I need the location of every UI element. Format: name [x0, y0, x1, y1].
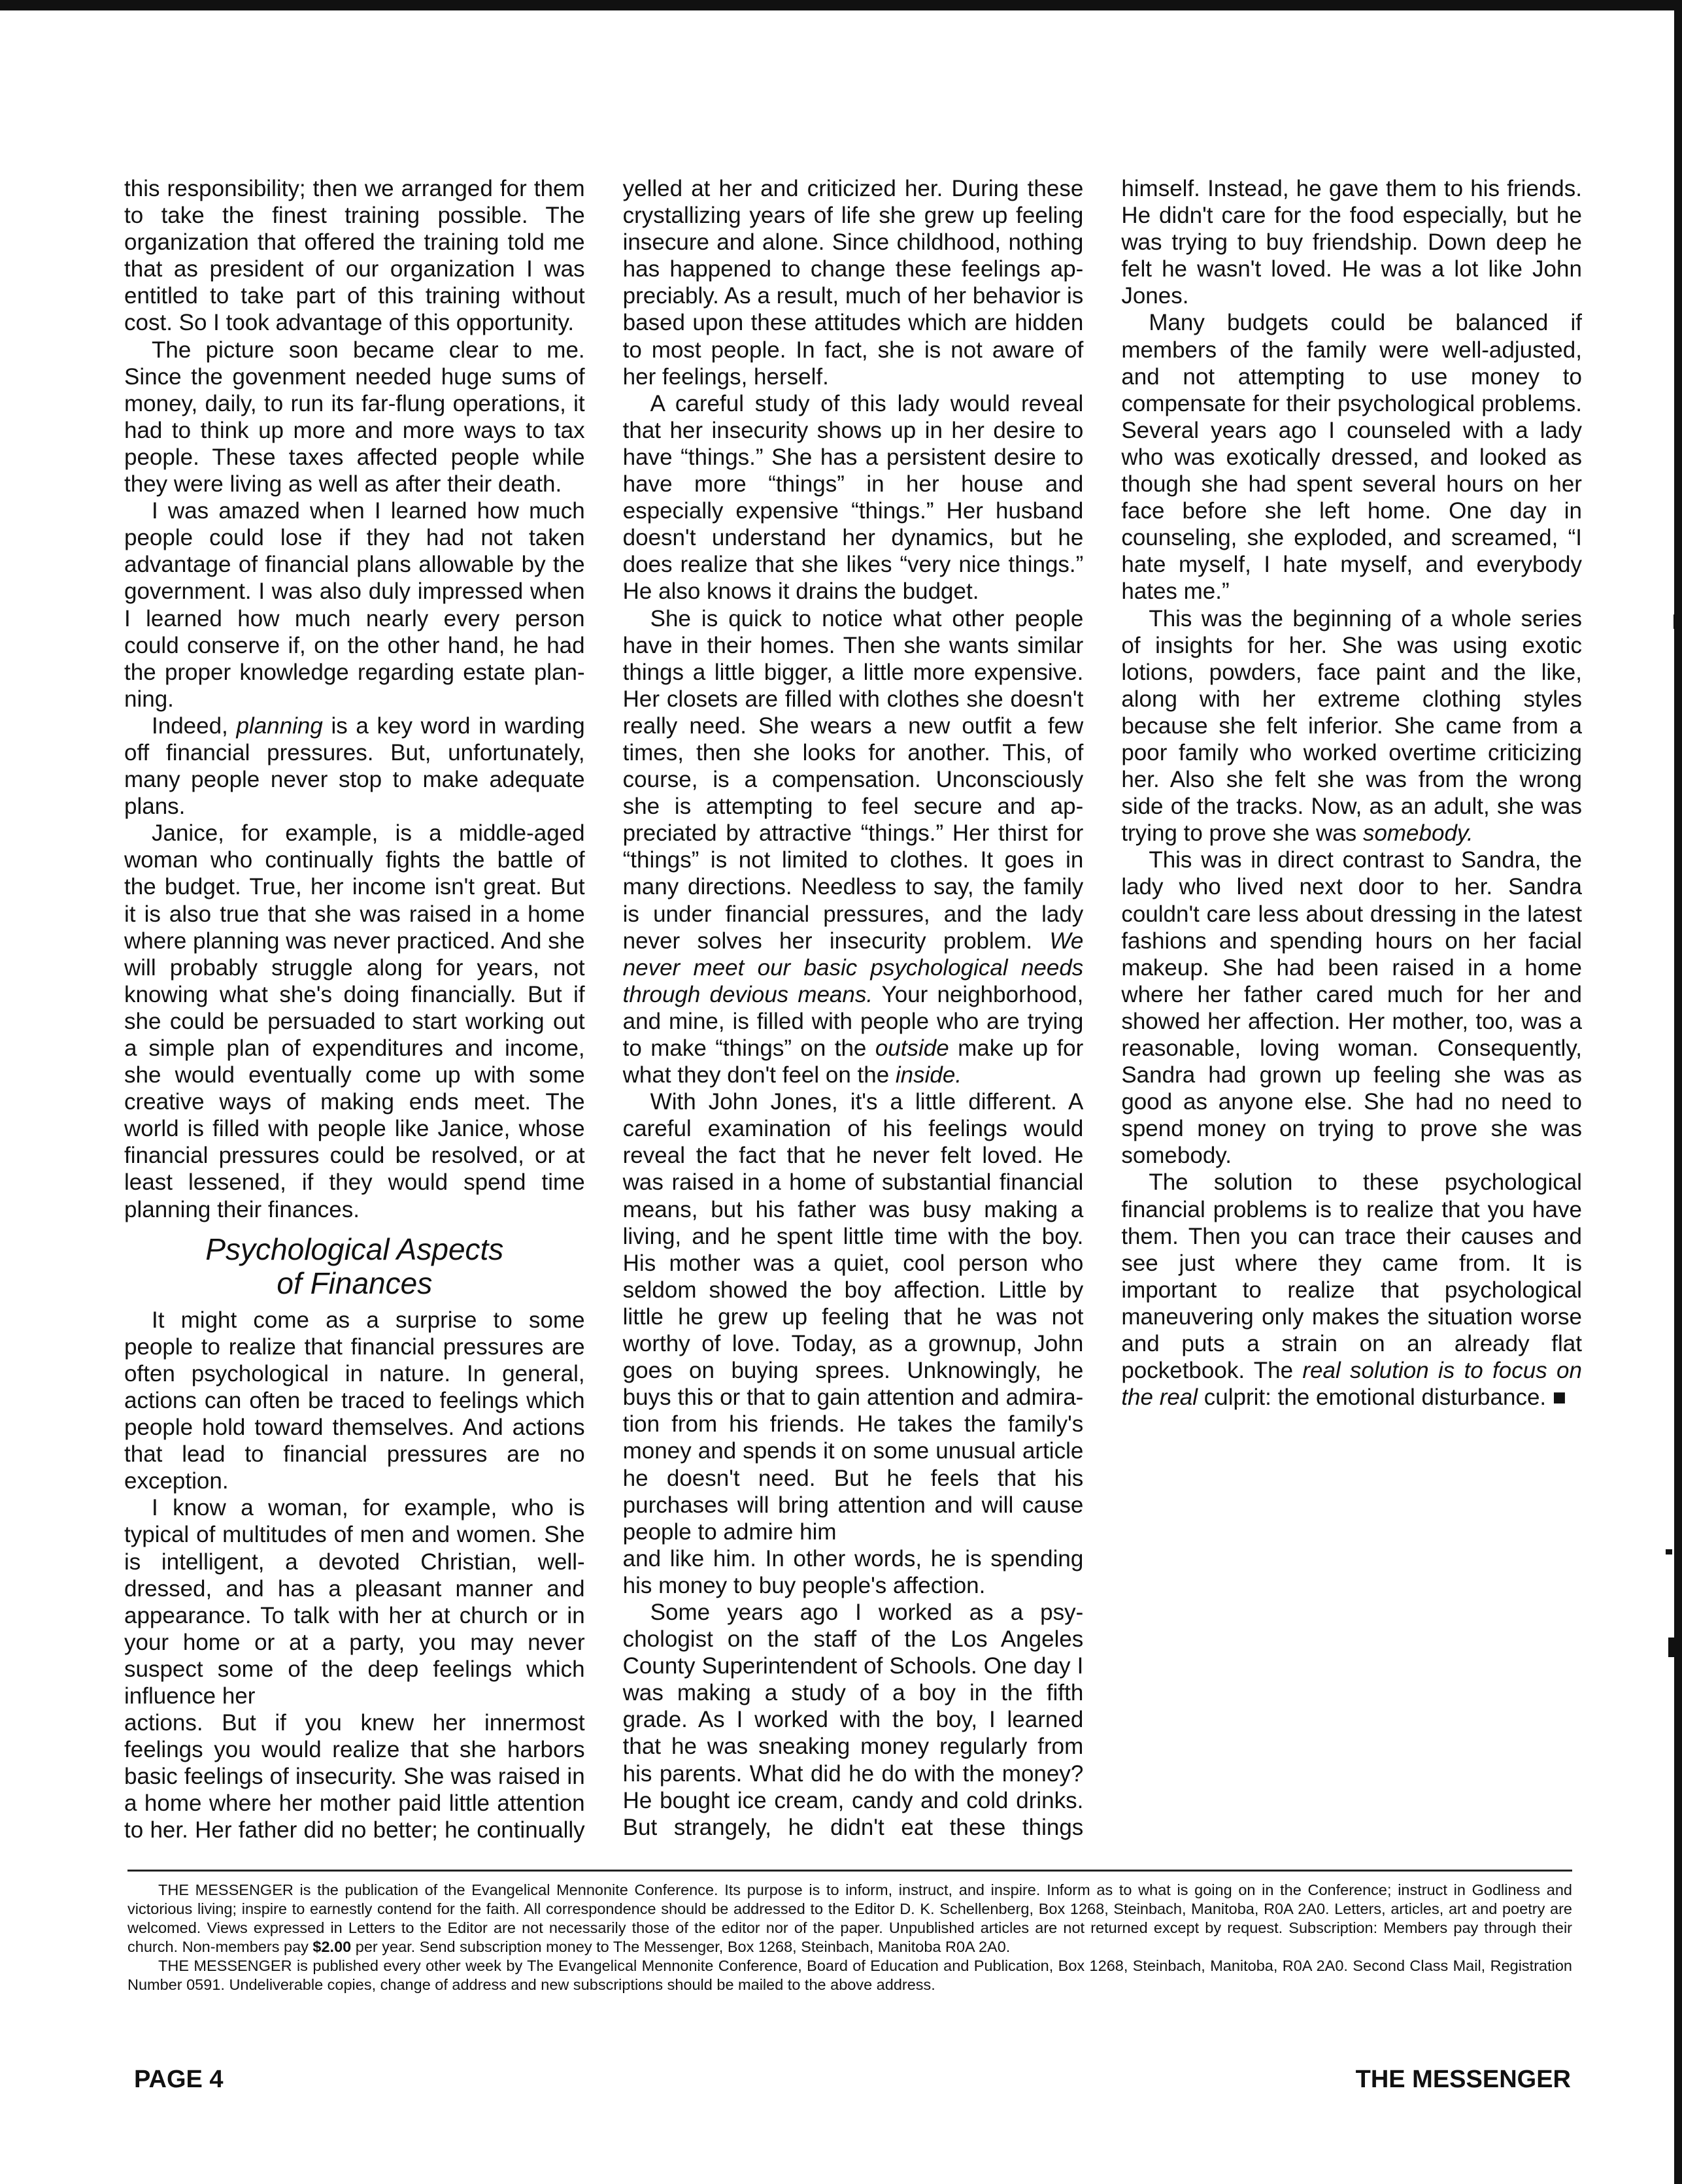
col2-paragraph: actions. But if you knew her innermost feelings you would realize that she harbors basic feelings of insecurity. She was raised in a home where her mother paid little attention to her. Her father did no better; he continually yelled at her and criticized her. During these crystallizing years of life she grew up feeling insecure and alone. Since childhood, nothing has happened to change these feelings appreciably. As a result, much of her behavior is based upon these attitudes which are hidden to most people. In fact, she is not aware of her feelings, herself. [124, 176, 1084, 1843]
masthead-paragraph: THE MESSENGER is published every other week by The Evangelical Mennonite Conference, Board of Education and Publication, Box 1268, Steinbach, Manitoba, R0A 2A0. Second Class Mail, Registration Number 0591. Undeliverable copies, change of address and new subscriptions should be mailed to the above address. [127, 1957, 1572, 1993]
col3-paragraph: Some years ago I worked as a psychologist on the staff of the Los Angeles County Superintendent of Schools. One day I was making a study of a boy in the fifth grade. As I worked with the boy, I learned that he was sneaking money regularly from his parents. What did he do with the money? He bought ice cream, candy and cold drinks. But strangely, he didn't eat these things himself. Instead, he gave them to his friends. He didn't care for the food especially, but he was trying to buy friendship. Down deep he felt he wasn't loved. He was a lot like John Jones. [622, 176, 1582, 1840]
top-border [0, 0, 1682, 10]
edge-mark [1666, 1549, 1672, 1554]
masthead-notice [127, 1881, 1572, 1994]
col2-paragraph: She is quick to notice what other people have in their homes. Then she wants similar things a little bigger, a little more expensive. Her closets are filled with clothes she doesn't really need. She wears a new outfit a few times, then she looks for another. This, of course, is a compensation. Unconsciously she is attempting to feel secure and appreciated by attractive “things.” Her thirst for “things” is not limited to clothes. It goes in many directions. Needless to say, the family is under financial pressures, and the lady never solves her insecurity problem. We never meet our basic psychological needs through devious means. Your neighborhood, and mine, is filled with people who are trying to make “things” on the outside make up for what they don't feel on the inside. [622, 605, 1084, 1088]
col1-paragraph: I was amazed when I learned how much people could lose if they had not taken advantage of financial plans allowable by the government. I was also duly impressed when I learned how much nearly every person could conserve if, on the other hand, he had the proper knowledge regarding estate planning. [124, 498, 585, 712]
col1-paragraph: this responsibility; then we arranged for them to take the finest training possible. The organization that offered the training told me that as president of our organization I was entitled to take part of this training without cost. So I took advantage of this opportunity. [124, 176, 585, 336]
col1-paragraph: I know a woman, for example, who is typical of multitudes of men and women. She is intelligent, a devoted Christian, well-dressed, and has a pleasant manner and appearance. To talk with her at church or in your home or at a party, you may never suspect some of the deep feelings which influence her [124, 1495, 585, 1709]
page-number: PAGE 4 [134, 2066, 224, 2093]
col3-paragraph: Many budgets could be balanced if members of the family were well-adjusted, and not attempting to use money to compensate for their psychological problems. Several years ago I counseled with a lady who was exotically dressed, and looked as though she had spent several hours on her face before she left home. One day in counseling, she exploded, and screamed, “I hate myself, I hate myself, and everybody hates me.” [1121, 310, 1582, 605]
masthead-paragraph: THE MESSENGER is the publication of the Evangelical Mennonite Conference. Its purpose is to inform, instruct, and inspire. Inform as to what is going on in the Conference; instruct in Godliness and victorious living; inspire to earnestly contend for the faith. All correspondence should be addressed to the Editor D. K. Schellenberg, Box 1268, Steinbach, Manitoba, R0A 2A0. Letters, articles, art and poetry are welcomed. Views expressed in Letters to the Editor are not necessarily those of the editor nor of the paper. Unpublished articles are not returned except by request. Subscription: Members pay through their church. Non-members pay $2.00 per year. Send subscription money to The Messenger, Box 1268, Steinbach, Manitoba R0A 2A0. [127, 1881, 1572, 1955]
col1-paragraph: It might come as a surprise to some people to realize that financial pressures are often psychological in nature. In general, actions can often be traced to feelings which people hold toward themselves. And actions that lead to financial pressures are no exception. [124, 1307, 585, 1494]
footer-divider [127, 1870, 1572, 1872]
col1-paragraph: The picture soon became clear to me. Since the govenment needed huge sums of money, daily, to run its far-flung operations, it had to think up more and more ways to tax people. These taxes affected people while they were living as well as after their death. [124, 337, 585, 497]
end-mark: ■ [1552, 1385, 1567, 1411]
col3-paragraph: This was in direct contrast to Sandra, the lady who lived next door to her. Sandra couldn't care less about dressing in the latest fashions and spending hours on her facial makeup. She had been raised in a home where her father cared much for her and showed her affection. Her mother, too, was a reasonable, loving woman. Consequently, Sandra had grown up feeling she was as good as anyone else. She had no need to spend money on trying to prove she was somebody. [1121, 847, 1582, 1169]
publication-name: THE MESSENGER [1355, 2066, 1571, 2093]
section-heading: Psychological Aspects of Finances [205, 1232, 504, 1300]
edge-mark [1668, 1638, 1675, 1657]
article-body [124, 175, 1582, 1855]
edge-mark [1674, 614, 1679, 629]
col2-paragraph: A careful study of this lady would reveal that her insecurity shows up in her desire to have “things.” She has a persistent desire to have more “things” in her house and especially expensive “things.” Her husband doesn't understand her dynamics, but he does realize that she likes “very nice things.” He also knows it drains the budget. [622, 390, 1084, 605]
col3-paragraph: The solution to these psychological financial problems is to realize that you have them. Then you can trace their causes and see just where they came from. It is important to realize that psychological maneuvering only makes the situation worse and puts a strain on an already flat pocketbook. The real solution is to focus on the real culprit: the emotional disturbance. ■ [1121, 1169, 1582, 1411]
col1-paragraph: Janice, for example, is a middle-aged woman who continually fights the battle of the budget. True, her income isn't great. But it is also true that she was raised in a home where planning was never practiced. And she will probably struggle along for years, not knowing what she's doing financially. But if she could be persuaded to start working out a simple plan of expenditures and income, she would eventually come up with some creative ways of making ends meet. The world is filled with people like Janice, whose financial pressures could be resolved, or at least lessened, if they would spend time planning their finances. [124, 820, 585, 1222]
col2-paragraph: With John Jones, it's a little different. A careful examination of his feelings would reveal the fact that he never felt loved. He was raised in a home of substantial financial means, but his father was busy making a living, and he spent little time with the boy. His mother was a quiet, cool person who seldom showed the boy affection. Little by little he grew up feeling that he was not worthy of love. Today, as a grownup, John goes on buying sprees. Unknowingly, he buys this or that to gain attention and admiration from his friends. He takes the family's money and spends it on some unusual article he doesn't need. But he feels that his purchases will bring attention and will cause people to admire him [622, 1089, 1084, 1545]
right-page-edge [1674, 0, 1682, 2184]
col3-paragraph: This was the beginning of a whole series of insights for her. She was using exotic lotions, powders, face paint and the like, along with her extreme clothing styles because she felt inferior. She came from a poor family who worked overtime criticizing her. Also she felt she was from the wrong side of the tracks. Now, as an adult, she was trying to prove she was somebody. [1121, 605, 1582, 847]
col1-paragraph: Indeed, planning is a key word in warding off financial pressures. But, unfortunately, many people never stop to make adequate plans. [124, 713, 585, 820]
col3-paragraph: and like him. In other words, he is spending his money to buy people's affection. [622, 1545, 1084, 1598]
